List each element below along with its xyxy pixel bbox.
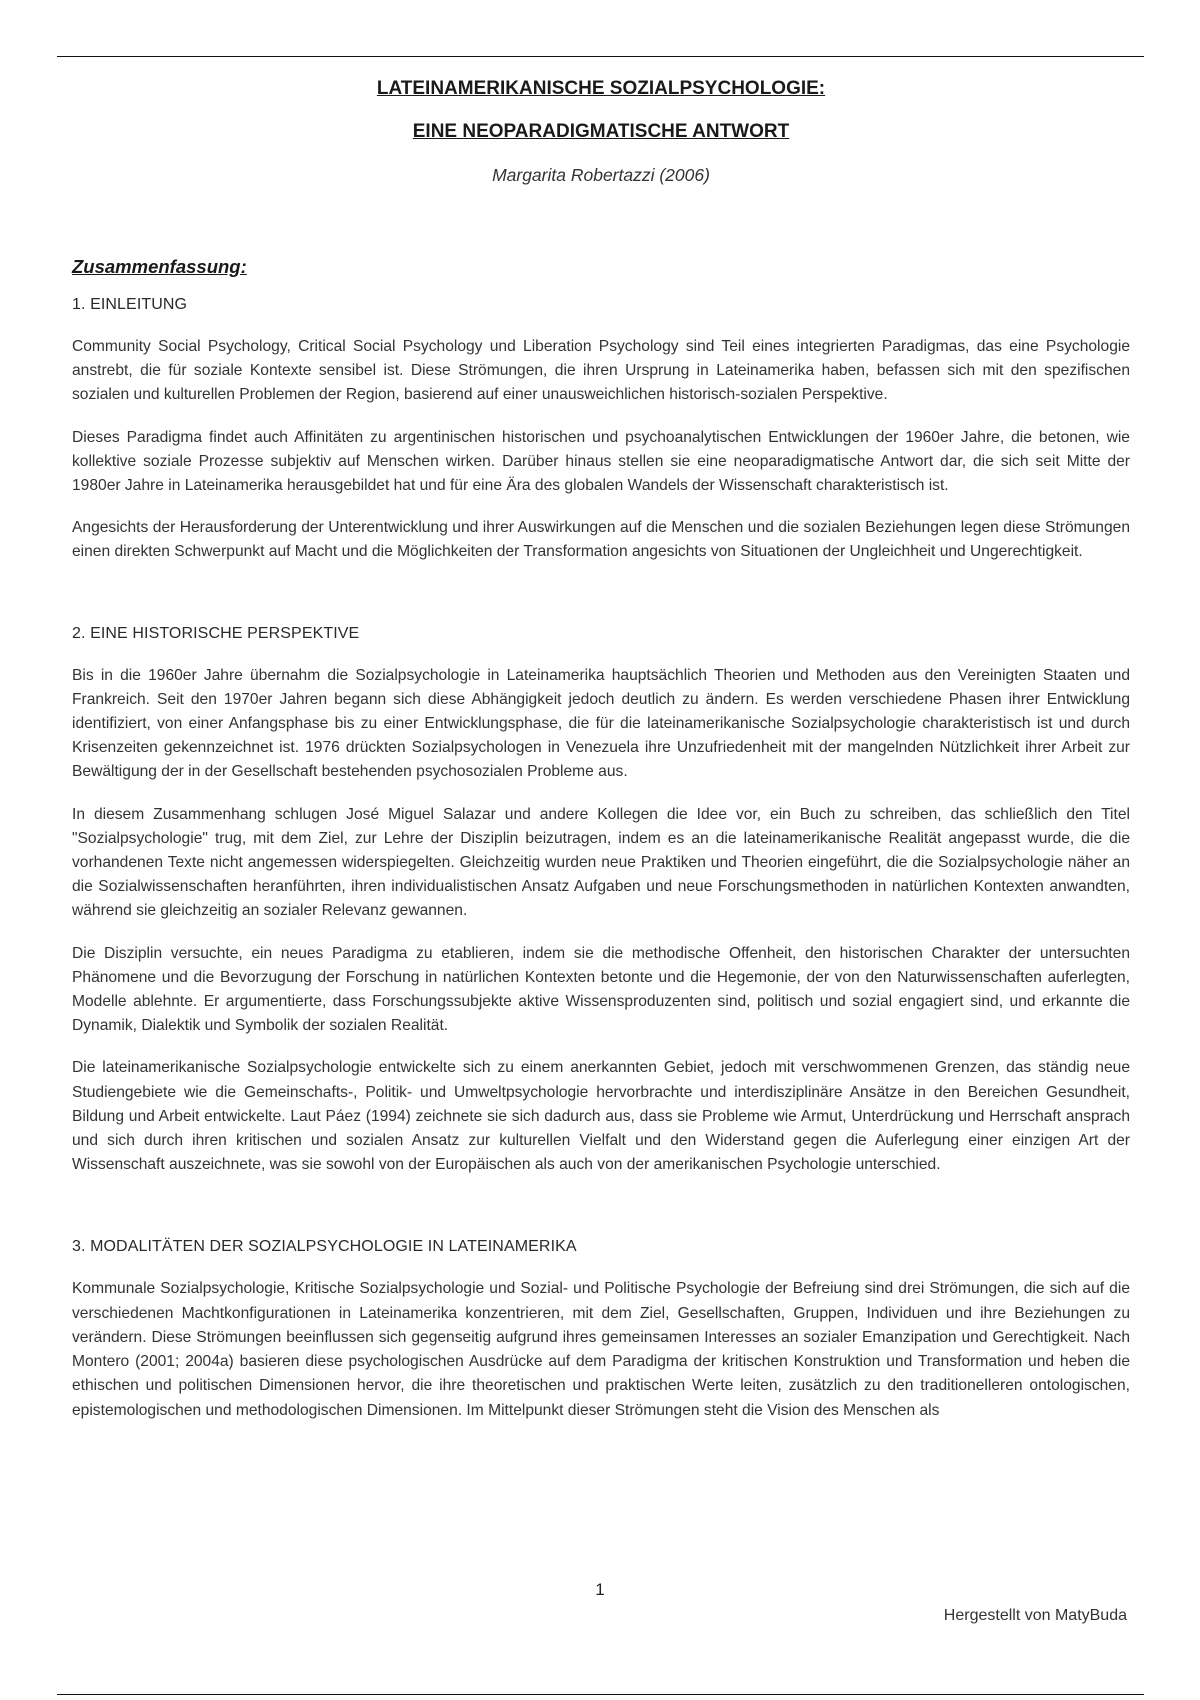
summary-label: Zusammenfassung: xyxy=(72,256,247,277)
paragraph: Kommunale Sozialpsychologie, Kritische Sozialpsychologie und Sozial- und Politische Psychologie der Befreiung sind drei Strömungen, die sich auf die verschiedenen Machtkonfigurationen in Lateinamerika konzentrieren, mit dem Ziel, Gesellschaften, Gruppen, Individuen und ihre Beziehungen zu verändern. Diese Strömungen beeinflussen sich gegenseitig aufgrund ihres gemeinsamen Interesses an sozialer Emanzipation und Gerechtigkeit. Nach Montero (2001; 2004a) basieren diese psychologischen Ausdrücke auf dem Paradigma der kritischen Konstruktion und Transformation und heben die ethischen und politischen Dimensionen hervor, die ihre theoretischen und praktischen Werte leiten, zusätzlich zu den traditionelleren ontologischen, epistemologischen und methodologischen Dimensionen. Im Mittelpunkt dieser Strömungen steht die Vision des Menschen als xyxy=(72,1280,1130,1419)
paragraph: Community Social Psychology, Critical Social Psychology und Liberation Psychology sind Teil eines integrierten Paradigmas, das eine Psychologie anstrebt, die für soziale Kontexte sensibel ist. Diese Strömungen, die ihren Ursprung in Lateinamerika haben, befassen sich mit den spezifischen sozialen und kulturellen Problemen der Region, basierend auf einer unausweichlichen historisch-sozialen Perspektive. xyxy=(72,338,1130,404)
document-title-line-1: LATEINAMERIKANISCHE SOZIALPSYCHOLOGIE: xyxy=(376,78,826,99)
section-modalitaeten xyxy=(72,1238,1130,1422)
author-line: Margarita Robertazzi (2006) xyxy=(492,165,710,185)
paragraph: Dieses Paradigma findet auch Affinitäten zu argentinischen historischen und psychoanalytischen Entwicklungen der 1960er Jahre, die betonen, wie kollektive soziale Prozesse subjektiv auf Menschen wirken. Darüber hinaus stellen sie eine neoparadigmatische Antwort dar, die sich seit Mitte der 1980er Jahre in Lateinamerika herausgebildet hat und für eine Ära des globalen Wandels der Wissenschaft charakteristisch ist. xyxy=(72,428,1130,495)
section-historische-perspektive xyxy=(72,625,1130,1178)
document-title-line-2: EINE NEOPARADIGMATISCHE ANTWORT xyxy=(412,121,790,142)
document-page xyxy=(72,78,1130,1438)
paragraph: Die Disziplin versuchte, ein neues Paradigma zu etablieren, indem sie die methodische Offenheit, den historischen Charakter der untersuchten Phänomene und die Bevorzugung der Forschung in natürlichen Kontexten betonte und die Hegemonie, der von den Naturwissenschaften auferlegten, Modelle ablehnte. Er argumentierte, dass Forschungssubjekte aktive Wissensproduzenten sind, politisch und sozial engagiert sind, und erkannte die Dynamik, Dialektik und Symbolik der sozialen Realität. xyxy=(72,944,1130,1035)
footer-credit: Hergestellt von MatyBuda xyxy=(943,1607,1127,1624)
bottom-rule xyxy=(57,1694,1144,1695)
page-number: 1 xyxy=(595,1580,605,1599)
paragraph: Bis in die 1960er Jahre übernahm die Sozialpsychologie in Lateinamerika hauptsächlich Theorien und Methoden aus den Vereinigten Staaten und Frankreich. Seit den 1970er Jahren begann sich diese Abhängigkeit jedoch deutlich zu ändern. Es werden verschiedene Phasen ihrer Entwicklung identifiziert, von einer Anfangsphase bis zu einer Entwicklungsphase, die für die lateinamerikanische Sozialpsychologie charakteristisch ist und durch Krisenzeiten gekennzeichnet ist. 1976 drückten Sozialpsychologen in Venezuela ihre Unzufriedenheit mit der mangelnden Nützlichkeit ihrer Arbeit zur Bewältigung der in der Gesellschaft bestehenden psychosozialen Probleme aus. xyxy=(72,666,1130,781)
paragraph: In diesem Zusammenhang schlugen José Miguel Salazar und andere Kollegen die Idee vor, ein Buch zu schreiben, das schließlich den Titel "Sozialpsychologie" trug, mit dem Ziel, zur Lehre der Disziplin beizutragen, indem es an die lateinamerikanische Realität angepasst wurde, die die vorhandenen Texte nicht angemessen widerspiegelten. Gleichzeitig wurden neue Praktiken und Theorien eingeführt, die die Sozialpsychologie näher an die Sozialwissenschaften heranführten, ihren individualistischen Ansatz Aufgaben und neue Forschungsmethoden in natürlichen Kontexten anwandten, während sie gleichzeitig an sozialer Relevanz gewannen. xyxy=(72,805,1130,920)
section-heading: 1. EINLEITUNG xyxy=(72,296,188,313)
section-einleitung xyxy=(72,296,1130,565)
section-heading: 2. EINE HISTORISCHE PERSPEKTIVE xyxy=(72,624,360,642)
paragraph: Angesichts der Herausforderung der Unterentwicklung und ihrer Auswirkungen auf die Menschen und die sozialen Beziehungen legen diese Strömungen einen direkten Schwerpunkt auf Macht und die Möglichkeiten der Transformation angesichts von Situationen der Ungleichheit und Ungerechtigkeit. xyxy=(72,519,1130,561)
paragraph: Die lateinamerikanische Sozialpsychologie entwickelte sich zu einem anerkannten Gebiet, jedoch mit verschwommenen Grenzen, das ständig neue Studiengebiete wie die Gemeinschafts-, Politik- und Umweltpsychologie hervorbrachte und interdisziplinäre Ansätze in den Bereichen Gesundheit, Bildung und Arbeit entwickelte. Laut Páez (1994) zeichnete sie sich dadurch aus, dass sie Probleme wie Armut, Unterdrückung und Herrschaft ansprach und sich durch ihren kritischen und sozialen Ansatz zur kulturellen Vielfalt und den Widerstand gegen die Auferlegung einer einzigen Art der Wissenschaft auszeichnete, was sie sowohl von der Europäischen als auch von der amerikanischen Psychologie unterschied. xyxy=(72,1059,1130,1174)
top-rule xyxy=(57,56,1144,57)
section-heading: 3. MODALITÄTEN DER SOZIALPSYCHOLOGIE IN LATEINAMERIKA xyxy=(72,1238,577,1256)
